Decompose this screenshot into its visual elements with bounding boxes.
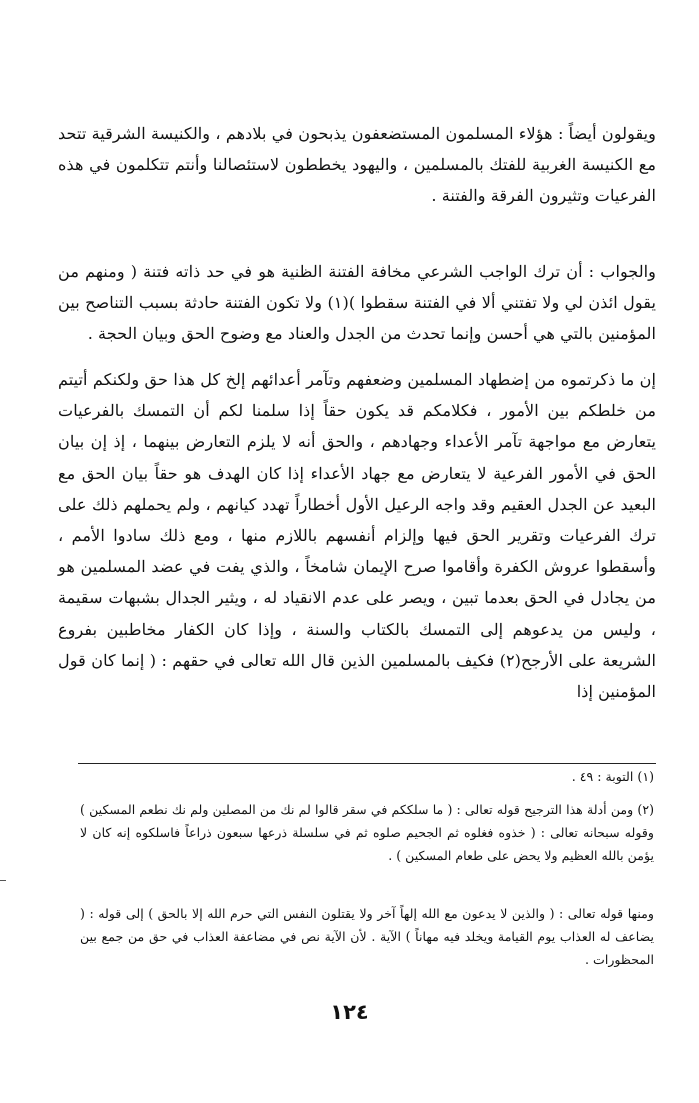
paragraph-answer: والجواب : أن ترك الواجب الشرعي مخافة الفتنة الظنية هو في حد ذاته فتنة ( ومنهم من يقول ائذن لي ولا تفتني ألا في الفتنة سقطوا )(١) ولا تكون الفتنة حادثة بسبب التناصح بين المؤمنين بالتي هي أحسن وإنما تحدث من الجدل والعناد مع وضوح الحق وبيان الحجة . <box>58 262 656 344</box>
footnote-2: (٢) ومن أدلة هذا الترجيح قوله تعالى : ( ما سلككم في سقر قالوا لم نك من المصلين ولم نك نطعم المسكين ) وقوله سبحانه تعالى : ( خذوه فغلوه ثم الجحيم صلوه ثم في سلسلة ذرعها سبعون ذراعاً فاسلكوه إنه كان لا يؤمن بالله العظيم ولا يحض على طعام المسكين ) . <box>80 802 654 864</box>
footnote-1: (١) التوبة : ٤٩ . <box>571 769 654 784</box>
footnote-2-continued: ومنها قوله تعالى : ( والذين لا يدعون مع الله إلهاً آخر ولا يقتلون النفس التي حرم الله إلا بالحق ) إلى قوله : ( يضاعف له العذاب يوم القيامة ويخلد فيه مهاناً ) الآية . لأن الآية نص في مضاعفة العذاب في حق من جمع بين المحظورات . <box>80 906 654 968</box>
page-number: ١٢٤ <box>330 1000 369 1024</box>
paragraph-discussion: إن ما ذكرتموه من إضطهاد المسلمين وضعفهم وتآمر أعدائهم إلخ كل هذا حق ولكنكم أتيتم من خلطكم بين الأمور ، فكلامكم قد يكون حقاً إذا سلمنا لكم أن التمسك بالفرعيات يتعارض مع مواجهة تآمر الأعداء وجهادهم ، والحق أنه لا يلزم التعارض بينهما ، إذ إن بيان الحق في الأمور الفرعية لا يتعارض مع جهاد الأعداء إذا كان الهدف هو حقاً بيان الحق مع البعيد عن الجدل العقيم وقد واجه الرعيل الأول أخطاراً تهدد كيانهم ، ولم يحملهم ذلك على ترك الفرعيات وتقرير الحق فيها وإلزام أنفسهم باللازم منها ، ومع ذلك سادوا الأمم ، وأسقطوا عروش الكفرة وأقاموا صرح الإيمان شامخاً ، والذي يفت في عضد المسلمين هو من يجادل في الحق بعدما تبين ، ويصر على عدم الانقياد له ، ويثير الجدال بشبهات سقيمة ، وليس من يدعوهم إلى التمسك بالكتاب والسنة ، وإذا كان الكفار مخاطبين بفروع الشريعة على الأرجح(٢) فكيف بالمسلمين الذين قال الله تعالى في حقهم : ( إنما كان قول المؤمنين إذا <box>58 370 656 702</box>
scan-mark <box>0 880 6 881</box>
paragraph-objection: ويقولون أيضاً : هؤلاء المسلمون المستضعفون يذبحون في بلادهم ، والكنيسة الشرقية تتحد مع الكنيسة الغربية للفتك بالمسلمين ، واليهود يخططون لاستئصالنا وأنتم تتكلمون في هذه الفرعيات وتثيرون الفرقة والفتنة . <box>58 124 656 206</box>
footnote-separator <box>78 763 656 764</box>
